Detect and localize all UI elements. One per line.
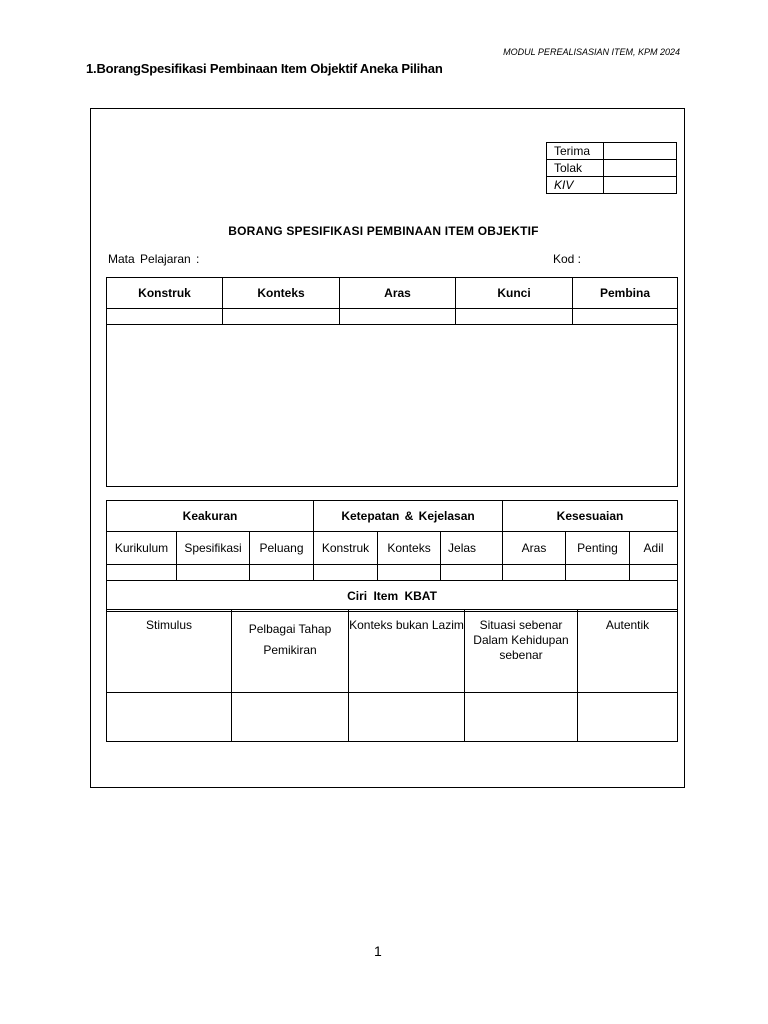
- status-label-terima: Terima: [547, 143, 604, 160]
- review-cell-konteks[interactable]: [378, 565, 441, 581]
- kbat-pelbagai-tahap: Pelbagai Tahap Pemikiran: [232, 610, 349, 693]
- review-cell-adil[interactable]: [630, 565, 678, 581]
- spec-cell-konteks[interactable]: [223, 309, 340, 325]
- spec-header-aras: Aras: [340, 278, 456, 309]
- status-label-kiv: KIV: [547, 177, 604, 194]
- kbat-situasi-sebenar: Situasi sebenar Dalam Kehidupan sebenar: [465, 610, 578, 693]
- status-table: [546, 142, 677, 194]
- review-column-row: [107, 532, 678, 565]
- col-konstruk: Konstruk: [314, 532, 378, 565]
- col-konteks: Konteks: [378, 532, 441, 565]
- group-keakuran: Keakuran: [107, 501, 314, 532]
- col-adil: Adil: [630, 532, 678, 565]
- review-table: [106, 500, 678, 612]
- spec-header-kunci: Kunci: [456, 278, 573, 309]
- spec-cell-kunci[interactable]: [456, 309, 573, 325]
- kbat-cell-stimulus[interactable]: [107, 693, 232, 742]
- kbat-autentik: Autentik: [578, 610, 678, 693]
- review-cell-jelas[interactable]: [441, 565, 503, 581]
- kbat-table: [106, 609, 678, 742]
- spec-cell-konstruk[interactable]: [107, 309, 223, 325]
- status-value-kiv[interactable]: [604, 177, 677, 194]
- code-label: Kod :: [553, 252, 582, 266]
- status-row-kiv: [547, 177, 677, 194]
- review-cell-aras[interactable]: [503, 565, 566, 581]
- header-note: MODUL PEREALISASIAN ITEM, KPM 2024: [503, 47, 680, 57]
- col-jelas: Jelas: [441, 532, 503, 565]
- kbat-cell-konteks-bukan-lazim[interactable]: [349, 693, 465, 742]
- review-cell-spesifikasi[interactable]: [177, 565, 250, 581]
- review-entry-row: [107, 565, 678, 581]
- review-cell-kurikulum[interactable]: [107, 565, 177, 581]
- status-row-terima: [547, 143, 677, 160]
- kbat-cell-pelbagai-tahap[interactable]: [232, 693, 349, 742]
- kbat-cell-situasi-sebenar[interactable]: [465, 693, 578, 742]
- col-penting: Penting: [566, 532, 630, 565]
- review-group-row: [107, 501, 678, 532]
- document-title: 1.BorangSpesifikasi Pembinaan Item Objektif Aneka Pilihan: [86, 61, 443, 76]
- status-label-tolak: Tolak: [547, 160, 604, 177]
- page-number: 1: [374, 943, 382, 959]
- item-content-row: [107, 325, 678, 487]
- status-value-terima[interactable]: [604, 143, 677, 160]
- kbat-konteks-bukan-lazim: Konteks bukan Lazim: [349, 610, 465, 693]
- form-title: BORANG SPESIFIKASI PEMBINAAN ITEM OBJEKTIF: [228, 224, 539, 238]
- spec-cell-pembina[interactable]: [573, 309, 678, 325]
- spec-header-konstruk: Konstruk: [107, 278, 223, 309]
- col-peluang: Peluang: [250, 532, 314, 565]
- review-cell-penting[interactable]: [566, 565, 630, 581]
- spec-cell-aras[interactable]: [340, 309, 456, 325]
- review-cell-konstruk[interactable]: [314, 565, 378, 581]
- kbat-cell-autentik[interactable]: [578, 693, 678, 742]
- col-aras: Aras: [503, 532, 566, 565]
- kbat-title: Ciri Item KBAT: [107, 581, 678, 612]
- review-cell-peluang[interactable]: [250, 565, 314, 581]
- status-value-tolak[interactable]: [604, 160, 677, 177]
- item-content-area[interactable]: [107, 325, 678, 487]
- col-kurikulum: Kurikulum: [107, 532, 177, 565]
- kbat-stimulus: Stimulus: [107, 610, 232, 693]
- spec-header-pembina: Pembina: [573, 278, 678, 309]
- spec-table: [106, 277, 678, 487]
- spec-header-konteks: Konteks: [223, 278, 340, 309]
- col-spesifikasi: Spesifikasi: [177, 532, 250, 565]
- subject-label: Mata Pelajaran :: [108, 252, 200, 266]
- kbat-entry-row: [107, 693, 678, 742]
- kbat-title-row: [107, 581, 678, 612]
- group-ketepatan-kejelasan: Ketepatan & Kejelasan: [314, 501, 503, 532]
- kbat-label-row: [107, 610, 678, 693]
- spec-entry-row: [107, 309, 678, 325]
- group-kesesuaian: Kesesuaian: [503, 501, 678, 532]
- status-row-tolak: [547, 160, 677, 177]
- spec-header-row: [107, 278, 678, 309]
